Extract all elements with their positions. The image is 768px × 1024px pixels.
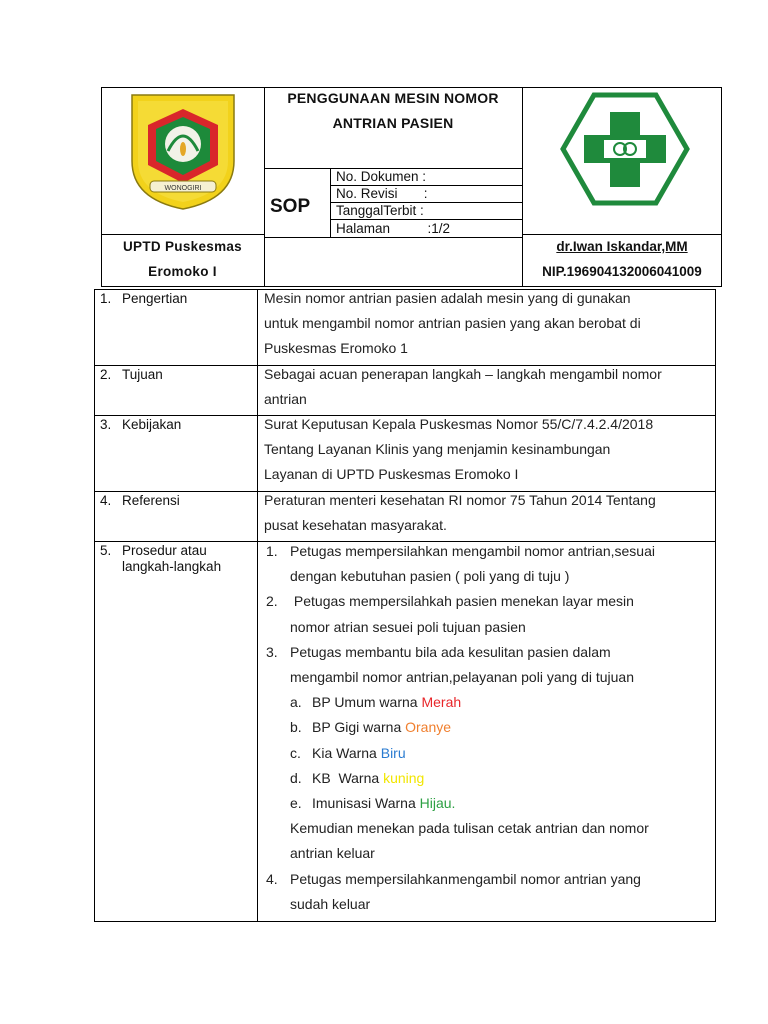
signer-name: dr.Iwan Iskandar,MM [556,239,688,254]
row-label-text: Kebijakan [122,417,182,432]
content-line: Peraturan menteri kesehatan RI nomor 75 Tahun 2014 Tentang [264,492,656,508]
color-subitem-c [266,741,712,766]
subitem-letter: d. [290,769,302,786]
document-title-line-1: PENGGUNAAN MESIN NOMOR [287,90,499,106]
signer-nip: NIP.196904132006041009 [542,264,702,279]
row-label-prosedur [100,543,221,574]
content-line: Surat Keputusan Kepala Puskesmas Nomor 55/C/7.4.2.4/2018 [264,416,654,432]
org-name-line-2: Eromoko I [148,264,217,279]
subitem-text: BP Gigi warna [312,719,406,736]
row-number: 5. [100,543,112,558]
step-number: 2. [266,593,278,610]
row-label-pengertian [100,291,187,306]
tanggal-terbit: TanggalTerbit : [336,203,424,218]
row-number: 3. [100,417,112,432]
subitem-letter: c. [290,744,301,761]
row-number: 2. [100,367,112,382]
content-line: antrian [264,391,307,408]
subitem-text: KB Warna [312,769,384,786]
step-text: Petugas mempersilahkanmengambil nomor antrian yang [290,870,641,887]
content-line: Layanan di UPTD Puskesmas Eromoko I [264,466,519,483]
subitem-letter: e. [290,795,302,812]
color-subitem-a [266,690,712,715]
step-text-cont: mengambil nomor antrian,pelayanan poli yang di tujuan [290,669,634,686]
color-subitem-b [266,715,712,740]
step-text: Petugas mempersilahkan mengambil nomor antrian,sesuai [290,543,655,559]
step-text: Petugas mempersilahkah pasien menekan layar mesin [290,593,634,610]
procedure-step [266,589,712,614]
logo-right-bottom-line [522,234,722,235]
color-subitem-e [266,791,712,816]
row-content-referensi [264,488,710,538]
subitem-letter: b. [290,719,302,736]
color-word: Biru [380,744,406,761]
content-line: untuk mengambil nomor antrian pasien yang akan berobat di [264,315,641,332]
row-label-kebijakan [100,417,181,432]
sop-label: SOP [270,196,311,217]
row-content-tujuan [264,362,710,412]
content-line: Sebagai acuan penerapan langkah – langkah mengambil nomor [264,366,662,382]
main-column-divider [257,289,258,922]
row-label-tujuan [100,367,163,382]
meta-line-3 [330,219,522,220]
wonogiri-logo-text: WONOGIRI [164,185,202,192]
color-word: kuning [383,769,425,786]
halaman: Halaman :1/2 [336,221,451,236]
step-text-cont: nomor atrian sesuei poli tujuan pasien [290,618,526,635]
step-text-cont: dengan kebutuhan pasien ( poli yang di tuju ) [290,568,570,585]
row-label-referensi [100,493,180,508]
content-line: Mesin nomor antrian pasien adalah mesin yang di gunakan [264,290,631,306]
procedure-step [266,539,712,564]
content-line: Tentang Layanan Klinis yang menjamin kesinambungan [264,441,611,458]
header-divider-right [522,87,523,287]
row-content-prosedur [266,539,712,917]
row-label-text-2: langkah-langkah [122,559,222,574]
color-word: Merah [421,694,462,711]
step-number: 4. [266,870,278,887]
org-name-line-1: UPTD Puskesmas [122,239,242,254]
content-line: Puskesmas Eromoko 1 [264,340,408,357]
step-text-cont: antrian keluar [290,845,375,862]
content-line: pusat kesehatan masyarakat. [264,517,447,534]
row-content-pengertian [264,286,710,362]
sop-divider [330,168,331,238]
step-text: Petugas membantu bila ada kesulitan pasien dalam [290,643,611,660]
procedure-step [266,640,712,665]
document-title-line-2: ANTRIAN PASIEN [332,115,454,131]
step-number: 3. [266,643,278,660]
subitem-letter: a. [290,694,302,711]
row-content-kebijakan [264,412,710,488]
puskesmas-logo [560,92,690,206]
no-dokumen: No. Dokumen : [336,169,427,184]
color-subitem-d [266,766,712,791]
procedure-step [266,867,712,892]
row-number: 1. [100,291,112,306]
color-word: Oranye [405,719,452,736]
step-text-cont: Kemudian menekan pada tulisan cetak antrian dan nomor [290,820,649,837]
row-label-text: Referensi [122,493,180,508]
row-number: 4. [100,493,112,508]
row-label-text: Pengertian [122,291,188,306]
subitem-text: Kia Warna [312,744,381,761]
wonogiri-logo [128,91,238,211]
subitem-text: BP Umum warna [312,694,422,711]
meta-bottom-line [264,237,522,238]
subitem-text: Imunisasi Warna [312,795,420,812]
row-label-text: Prosedur atau [122,543,207,558]
logo-left-bottom-line [101,234,264,235]
row-label-text: Tujuan [122,367,163,382]
step-number: 1. [266,543,278,559]
step-text-cont: sudah keluar [290,895,371,912]
no-revisi: No. Revisi : [336,186,428,201]
color-word: Hijau. [419,795,456,812]
